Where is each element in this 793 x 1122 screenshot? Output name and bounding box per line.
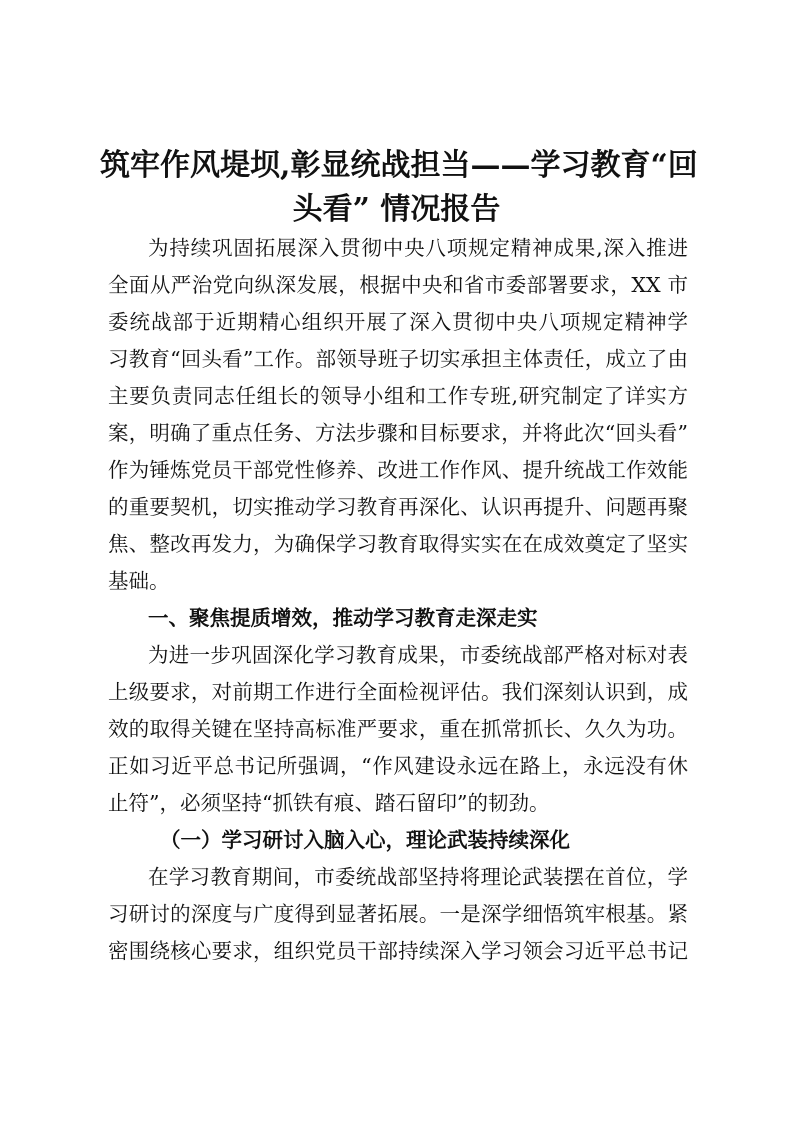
intro-line-8: 的重要契机，切实推动学习教育再深化、认识再提升、问题再聚: [108, 495, 688, 519]
subsection-1-line-1: 在学习教育期间，市委统战部坚持将理论武装摆在首位，学: [148, 865, 688, 889]
document-title-line-2: 头看” 情况报告: [292, 192, 501, 227]
document-title-line-1: 筑牢作风堤坝,彰显统战担当——学习教育“回: [100, 148, 698, 183]
section-1-line-3: 效的取得关键在坚持高标准严要求，重在抓常抓长、久久为功。: [108, 717, 688, 741]
section-1-line-1: 为进一步巩固深化学习教育成果，市委统战部严格对标对表: [148, 643, 688, 667]
intro-line-4: 习教育“回头看”工作。部领导班子切实承担主体责任，成立了由: [108, 347, 688, 371]
subsection-1-heading: （一）学习研讨入脑入心，理论武装持续深化: [160, 828, 570, 852]
section-1-heading: 一、聚焦提质增效，推动学习教育走深走实: [148, 606, 538, 630]
intro-line-2: 全面从严治党向纵深发展，根据中央和省市委部署要求，XX 市: [108, 273, 688, 297]
intro-line-3: 委统战部于近期精心组织开展了深入贯彻中央八项规定精神学: [108, 310, 688, 334]
intro-line-7: 作为锤炼党员干部党性修养、改进工作作风、提升统战工作效能: [108, 458, 688, 482]
intro-line-6: 案，明确了重点任务、方法步骤和目标要求，并将此次“回头看”: [108, 421, 688, 445]
intro-line-1: 为持续巩固拓展深入贯彻中央八项规定精神成果,深入推进: [148, 236, 688, 260]
intro-line-5: 主要负责同志任组长的领导小组和工作专班,研究制定了详实方: [108, 384, 688, 408]
section-1-line-5: 止符”，必须坚持“抓铁有痕、踏石留印”的韧劲。: [108, 791, 550, 815]
subsection-1-line-3: 密围绕核心要求，组织党员干部持续深入学习领会习近平总书记: [108, 939, 688, 963]
section-1-line-4: 正如习近平总书记所强调，“作风建设永远在路上，永远没有休: [108, 754, 688, 778]
subsection-1-line-2: 习研讨的深度与广度得到显著拓展。一是深学细悟筑牢根基。紧: [108, 902, 688, 926]
intro-line-10: 基础。: [108, 569, 170, 593]
intro-line-9: 焦、整改再发力，为确保学习教育取得实实在在成效奠定了坚实: [108, 532, 688, 556]
section-1-line-2: 上级要求，对前期工作进行全面检视评估。我们深刻认识到，成: [108, 680, 688, 704]
